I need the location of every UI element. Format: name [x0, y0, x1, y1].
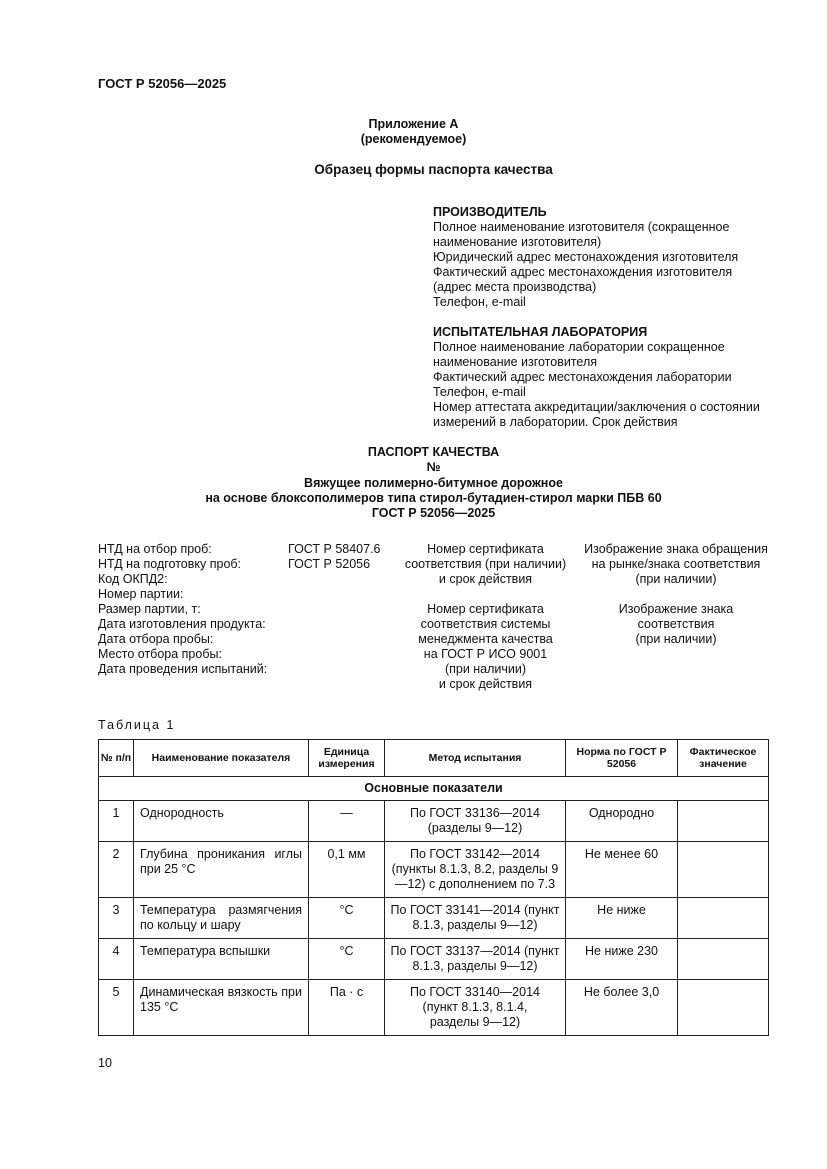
cert-line: на ГОСТ Р ИСО 9001 [423, 647, 548, 661]
laboratory-block [433, 325, 768, 430]
row-method: По ГОСТ 33141—2014 (пункт 8.1.3, разделы 9—12) [385, 898, 566, 939]
row-name: Температура размягчения по кольцу и шару [134, 898, 309, 939]
product-name-line1: Вяжущее полимерно-битумное дорожное [304, 475, 563, 490]
row-norm: Не ниже [566, 898, 678, 939]
row-actual [678, 898, 769, 939]
row-name: Глубина проникания иглы при 25 °С [134, 842, 309, 898]
row-unit: — [309, 801, 385, 842]
laboratory-line: Полное наименование лаборатории сокращенное [433, 340, 725, 354]
laboratory-line: Телефон, e-mail [433, 385, 526, 399]
laboratory-line: измерений в лаборатории. Срок действия [433, 415, 678, 429]
ntd-values [288, 542, 381, 572]
passport-fields [98, 542, 267, 677]
row-name: Однородность [134, 801, 309, 842]
row-unit: Па · с [309, 980, 385, 1036]
section-title: Основные показатели [99, 777, 769, 801]
laboratory-line: Номер аттестата аккредитации/заключения о состоянии [433, 400, 760, 414]
row-norm: Не ниже 230 [566, 939, 678, 980]
table-label: Таблица 1 [98, 718, 176, 732]
row-unit: °С [309, 898, 385, 939]
table-section-row [99, 777, 769, 801]
ntd-preparation-value: ГОСТ Р 52056 [288, 557, 371, 571]
laboratory-line: Фактический адрес местонахождения лаборатории [433, 370, 732, 384]
mark-line: на рынке/знака соответствия [591, 557, 761, 571]
field-label: Дата проведения испытаний: [98, 662, 268, 676]
ntd-sampling-value: ГОСТ Р 58407.6 [288, 542, 381, 556]
page-number: 10 [98, 1056, 112, 1070]
header-unit: Единица измерения [309, 740, 385, 777]
document-standard-header: ГОСТ Р 52056—2025 [98, 76, 227, 91]
manufacturer-block [433, 205, 768, 310]
passport-heading [0, 445, 827, 521]
row-name: Динамическая вязкость при 135 °С [134, 980, 309, 1036]
form-title: Образец формы паспорта качества [314, 162, 553, 177]
product-standard: ГОСТ Р 52056—2025 [371, 506, 496, 521]
product-certificate [398, 542, 573, 587]
header-name: Наименование показателя [134, 740, 309, 777]
row-norm: Однородно [566, 801, 678, 842]
row-num: 5 [99, 980, 134, 1036]
row-num: 4 [99, 939, 134, 980]
field-label: Дата отбора пробы: [98, 632, 214, 646]
passport-title: ПАСПОРТ КАЧЕСТВА [367, 445, 500, 459]
row-num: 1 [99, 801, 134, 842]
row-actual [678, 842, 769, 898]
header-method: Метод испытания [385, 740, 566, 777]
cert-line: (при наличии) [444, 662, 527, 676]
table-row [99, 939, 769, 980]
manufacturer-line: Фактический адрес местонахождения изготовителя [433, 265, 733, 279]
row-method: По ГОСТ 33136—2014 (разделы 9—12) [385, 801, 566, 842]
table-row [99, 980, 769, 1036]
header-num: № п/п [99, 740, 134, 777]
manufacturer-line: Полное наименование изготовителя (сокращенное [433, 220, 730, 234]
field-label: Размер партии, т: [98, 602, 201, 616]
row-num: 3 [99, 898, 134, 939]
mark-line: Изображение знака [618, 602, 734, 616]
manufacturer-line: наименование изготовителя) [433, 235, 602, 249]
field-label: НТД на подготовку проб: [98, 557, 242, 571]
field-label: Код ОКПД2: [98, 572, 168, 586]
field-label: Место отбора пробы: [98, 647, 222, 661]
annex-title: Приложение А [368, 117, 459, 131]
manufacturer-line: Юридический адрес местонахождения изготовителя [433, 250, 739, 264]
table-row [99, 842, 769, 898]
row-num: 2 [99, 842, 134, 898]
cert-line: и срок действия [438, 572, 533, 586]
row-actual [678, 939, 769, 980]
conformity-mark [578, 602, 774, 647]
header-norm: Норма по ГОСТ Р 52056 [566, 740, 678, 777]
laboratory-line: наименование изготовителя [433, 355, 598, 369]
cert-line: Номер сертификата [427, 602, 544, 616]
management-certificate [398, 602, 573, 692]
cert-line: Номер сертификата [427, 542, 544, 556]
annex-status: (рекомендуемое) [360, 132, 467, 146]
cert-line: менеджмента качества [418, 632, 553, 646]
row-name: Температура вспышки [134, 939, 309, 980]
table-row [99, 898, 769, 939]
mark-line: (при наличии) [635, 572, 717, 586]
table-header-row [99, 740, 769, 777]
cert-line: соответствия системы [420, 617, 551, 631]
row-unit: °С [309, 939, 385, 980]
passport-number: № [426, 460, 441, 475]
annex-heading [0, 117, 827, 147]
row-norm: Не более 3,0 [566, 980, 678, 1036]
manufacturer-line: Телефон, e-mail [433, 295, 526, 309]
field-label: Номер партии: [98, 587, 184, 601]
laboratory-heading: ИСПЫТАТЕЛЬНАЯ ЛАБОРАТОРИЯ [433, 325, 648, 339]
row-actual [678, 801, 769, 842]
manufacturer-heading: ПРОИЗВОДИТЕЛЬ [433, 205, 547, 219]
mark-line: (при наличии) [635, 632, 717, 646]
table-row [99, 801, 769, 842]
row-method: По ГОСТ 33137—2014 (пункт 8.1.3, разделы 9—12) [385, 939, 566, 980]
row-actual [678, 980, 769, 1036]
header-actual: Фактическое значение [678, 740, 769, 777]
row-method: По ГОСТ 33142—2014 (пункты 8.1.3, 8.2, разделы 9—12) с дополнением по 7.3 [385, 842, 566, 898]
cert-line: соответствия (при наличии) [404, 557, 567, 571]
row-norm: Не менее 60 [566, 842, 678, 898]
cert-line: и срок действия [438, 677, 533, 691]
manufacturer-line: (адрес места производства) [433, 280, 597, 294]
product-name-line2: на основе блоксополимеров типа стирол-бутадиен-стирол марки ПБВ 60 [205, 490, 662, 505]
quality-table [98, 739, 769, 1036]
row-unit: 0,1 мм [309, 842, 385, 898]
field-label: НТД на отбор проб: [98, 542, 212, 556]
row-method: По ГОСТ 33140—2014 (пункт 8.1.3, 8.1.4, разделы 9—12) [385, 980, 566, 1036]
mark-line: соответствия [637, 617, 715, 631]
mark-line: Изображение знака обращения [584, 542, 768, 556]
field-label: Дата изготовления продукта: [98, 617, 266, 631]
market-mark [578, 542, 774, 587]
